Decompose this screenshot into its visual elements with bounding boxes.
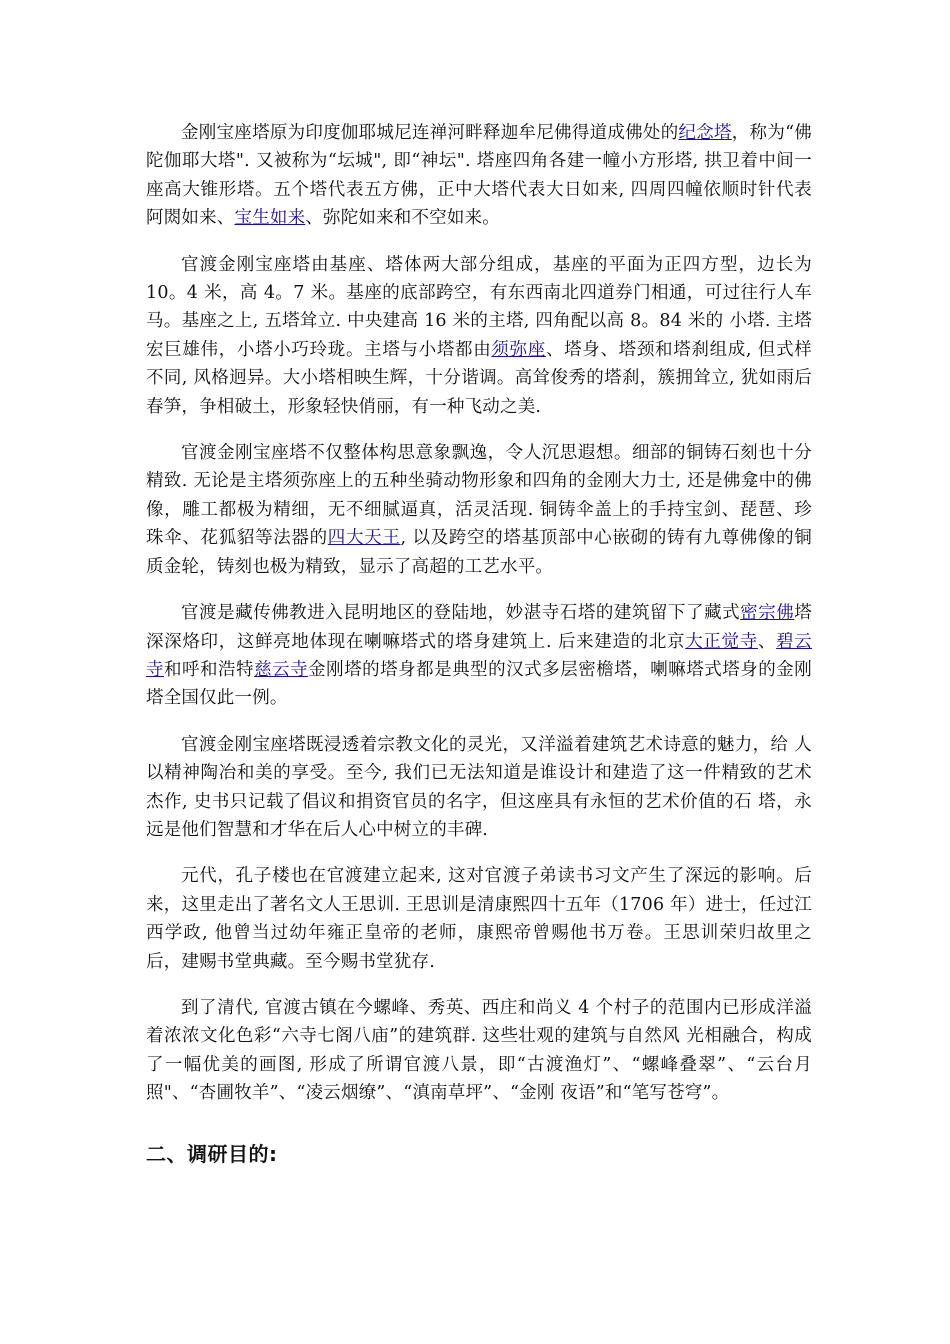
- paragraph: [146, 599, 812, 713]
- text-run: 金刚宝座塔原为印度伽耶城尼连禅河畔释迦牟尼佛得道成佛处的: [181, 123, 679, 143]
- text-run: ，称为“佛陀伽耶大塔". 又被称为“坛城", 即“神坛". 塔座四角各建一幢小方形塔, 拱卫着中间一座高大锥形塔。五个塔代表五方佛，正中大塔代表大日如来, 四周四幢依顺时针代表阿閦如来、: [146, 123, 812, 229]
- text-run: 官渡金刚宝座塔既浸透着宗教文化的灵光，又洋溢着建筑艺术诗意的魅力，给 人以精神陶冶和美的享受。至今, 我们已无法知道是谁设计和建造了这一件精致的艺术杰作, 史书只记载了倡议和捐资官员的名字，但这座具有永恒的艺术价值的石 塔，永远是他们智慧和才华在后人心中树立的丰碑.: [146, 734, 812, 840]
- hyperlink[interactable]: 慈云寺: [254, 659, 309, 680]
- paragraph: [146, 862, 812, 976]
- hyperlink[interactable]: 四大天王: [327, 528, 401, 549]
- hyperlink[interactable]: 宝生如来: [234, 208, 306, 229]
- hyperlink[interactable]: 大正觉寺: [685, 631, 758, 652]
- text-run: 、: [757, 631, 777, 652]
- section-heading: 二、调研目的:: [146, 1141, 278, 1166]
- text-run: 、塔身、塔颈和塔刹组成, 但式样不同, 风格迥异。大小塔相映生辉，十分谐调。高耸俊秀的塔刹，簇拥耸立, 犹如雨后春笋，争相破土，形象轻快俏丽，有一种飞动之美.: [146, 339, 812, 417]
- paragraph: [146, 994, 812, 1108]
- hyperlink[interactable]: 碧云寺: [146, 631, 812, 680]
- body-text: [146, 119, 812, 1108]
- hyperlink[interactable]: 密宗佛: [740, 603, 795, 624]
- text-run: 官渡金刚宝座塔由基座、塔体两大部分组成，基座的平面为正四方型，边长为 10。4 米，高 4。7 米。基座的底部跨空，有东西南北四道券门相通，可过往行人车马。基座之上, 五塔耸立. 中央建高 16 米的主塔, 四角配以高 8。84 米的 小塔. 主塔宏巨雄伟，小塔小巧玲珑。主塔与小塔都由: [146, 254, 812, 360]
- text-run: 到了清代, 官渡古镇在今螺峰、秀英、西庄和尚义 4 个村子的范围内已形成洋溢着浓浓文化色彩“六寺七阁八庙”的建筑群. 这些壮观的建筑与自然风 光相融合，构成了一幅优美的画图, 形成了所谓官渡八景，即“古渡渔灯”、“螺峰叠翠”、“云台月照"、“杏圃牧羊”、“凌云烟缭”、“滇南草坪”、“金刚 夜语”和“笔写苍穹”。: [146, 997, 812, 1104]
- text-run: 和呼和浩特: [164, 659, 255, 680]
- text-run: 官渡是藏传佛教进入昆明地区的登陆地，妙湛寺石塔的建筑留下了藏式: [181, 603, 741, 624]
- text-run: , 以及跨空的塔基顶部中心嵌砌的铸有九尊佛像的铜质金轮，铸刻也极为精致，显示了高超的工艺水平。: [146, 528, 812, 577]
- text-run: 塔深深烙印，这鲜亮地体现在喇嘛塔式的塔身建筑上. 后来建造的北京: [146, 603, 812, 652]
- text-run: 金刚塔的塔身都是典型的汉式多层密檐塔，喇嘛塔式塔身的金刚塔全国仅此一例。: [146, 659, 813, 709]
- text-run: 元代，孔子楼也在官渡建立起来, 这对官渡子弟读书习文产生了深远的影响。后来，这里走出了著名文人王思训. 王思训是清康熙四十五年（1706 年）进士，任过江西学政, 他曾当过幼年雍正皇帝的老师，康熙帝曾赐他书万卷。王思训荣归故里之后，建赐书堂典藏。至今赐书堂犹存.: [146, 866, 812, 972]
- text-run: 官渡金刚宝座塔不仅整体构思意象飘逸，令人沉思遐想。细部的铜铸石刻也十分精致. 无论是主塔须弥座上的五种坐骑动物形象和四角的金刚大力士, 还是佛龛中的佛像，雕工都极为精细，无不细腻逼真，活灵活现. 铜铸伞盖上的手持宝剑、琵琶、珍珠伞、花狐貂等法器的: [146, 443, 812, 549]
- paragraph: [146, 439, 812, 581]
- paragraph: [146, 119, 812, 233]
- hyperlink[interactable]: 须弥座: [491, 339, 546, 360]
- paragraph: [146, 731, 812, 845]
- paragraph: [146, 251, 812, 421]
- text-run: 、弥陀如来和不空如来。: [305, 208, 501, 229]
- hyperlink[interactable]: 纪念塔: [678, 123, 732, 143]
